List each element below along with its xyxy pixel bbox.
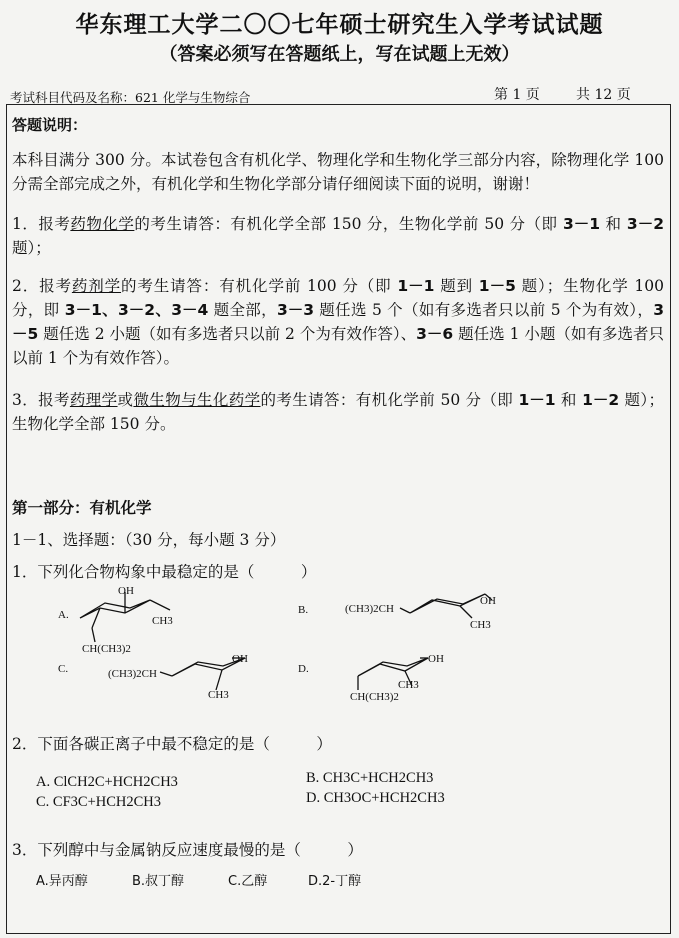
ch3-c: CH3 — [208, 689, 229, 701]
oh-d: OH — [428, 653, 444, 665]
question-2: 2．下面各碳正离子中最不稳定的是（ ） — [12, 735, 332, 753]
ch3-b: CH3 — [470, 619, 491, 631]
q1-structures — [0, 580, 679, 710]
q2-option-b: B. CH3C+HCH2CH3 — [306, 770, 434, 786]
q3-option-d: D.2-丁醇 — [308, 874, 362, 889]
question-1: 1．下列化合物构象中最稳定的是（ ） — [12, 563, 317, 581]
q1-label-b: B. — [298, 604, 309, 616]
isopropyl-d: CH(CH3)2 — [350, 691, 399, 703]
section-heading: 1－1、选择题：（30 分，每小题 3 分） — [12, 531, 286, 549]
q2-option-d: D. CH3OC+HCH2CH3 — [306, 790, 445, 806]
oh-c: OH — [232, 653, 248, 665]
page-number: 第 1 页 — [494, 87, 540, 103]
ch3-a: CH3 — [152, 615, 173, 627]
isopropyl-b: (CH3)2CH — [345, 603, 394, 615]
page-total: 共 12 页 — [576, 87, 631, 103]
q1-label-d: D. — [298, 663, 309, 675]
ch3-d: CH3 — [398, 679, 419, 691]
chair-b — [400, 594, 492, 618]
q2-option-c: C. CF3C+HCH2CH3 — [36, 794, 162, 810]
q2-option-a: A. ClCH2C+HCH2CH3 — [36, 774, 178, 790]
part1-heading: 第一部分：有机化学 — [12, 498, 152, 517]
instructions-intro: 本科目满分 300 分。本试卷包含有机化学、物理化学和生物化学三部分内容，除物理化学 100 分需全部完成之外，有机化学和生物化学部分请仔细阅读下面的说明，谢谢！ — [12, 151, 664, 193]
instruction-item-2: 2．报考药剂学的考生请答：有机化学前 100 分（即 1－1 题到 1－5 题）；生物化学 100 分，即 3－1、3－2、3－4 题全部，3－3 题任选 5 个（如有多选者只以前 5 个为有效），3－5 题任选 2 小题（如有多选者只以前 2 个为有效作答）、3－6 题任选 1 小题（如有多选者只以前 1 个为有效作答）。 — [12, 277, 664, 367]
question-3: 3．下列醇中与金属钠反应速度最慢的是（ ） — [12, 841, 363, 859]
q3-option-a: A.异丙醇 — [36, 874, 88, 889]
isopropyl-c: (CH3)2CH — [108, 668, 157, 680]
q3-option-b: B.叔丁醇 — [132, 874, 185, 889]
subject-label: 考试科目代码及名称：621 化学与生物综合 — [10, 90, 251, 105]
q1-label-a: A. — [58, 609, 69, 621]
instructions-heading: 答题说明： — [12, 116, 88, 134]
oh-a: OH — [118, 585, 134, 597]
instruction-item-3: 3．报考药理学或微生物与生化药学的考生请答：有机化学前 50 分（即 1－1 和 1－2 题）；生物化学全部 150 分。 — [12, 391, 664, 433]
exam-title: 华东理工大学二〇〇七年硕士研究生入学考试试题 — [75, 11, 604, 38]
q3-option-c: C.乙醇 — [228, 874, 268, 889]
instruction-item-1: 1．报考药物化学的考生请答：有机化学全部 150 分，生物化学前 50 分（即 3－1 和 3－2 题）； — [12, 215, 664, 257]
isopropyl-a: CH(CH3)2 — [82, 643, 131, 655]
oh-b: OH — [480, 595, 496, 607]
q1-label-c: C. — [58, 663, 69, 675]
exam-subtitle: （答案必须写在答题纸上，写在试题上无效） — [159, 44, 520, 65]
